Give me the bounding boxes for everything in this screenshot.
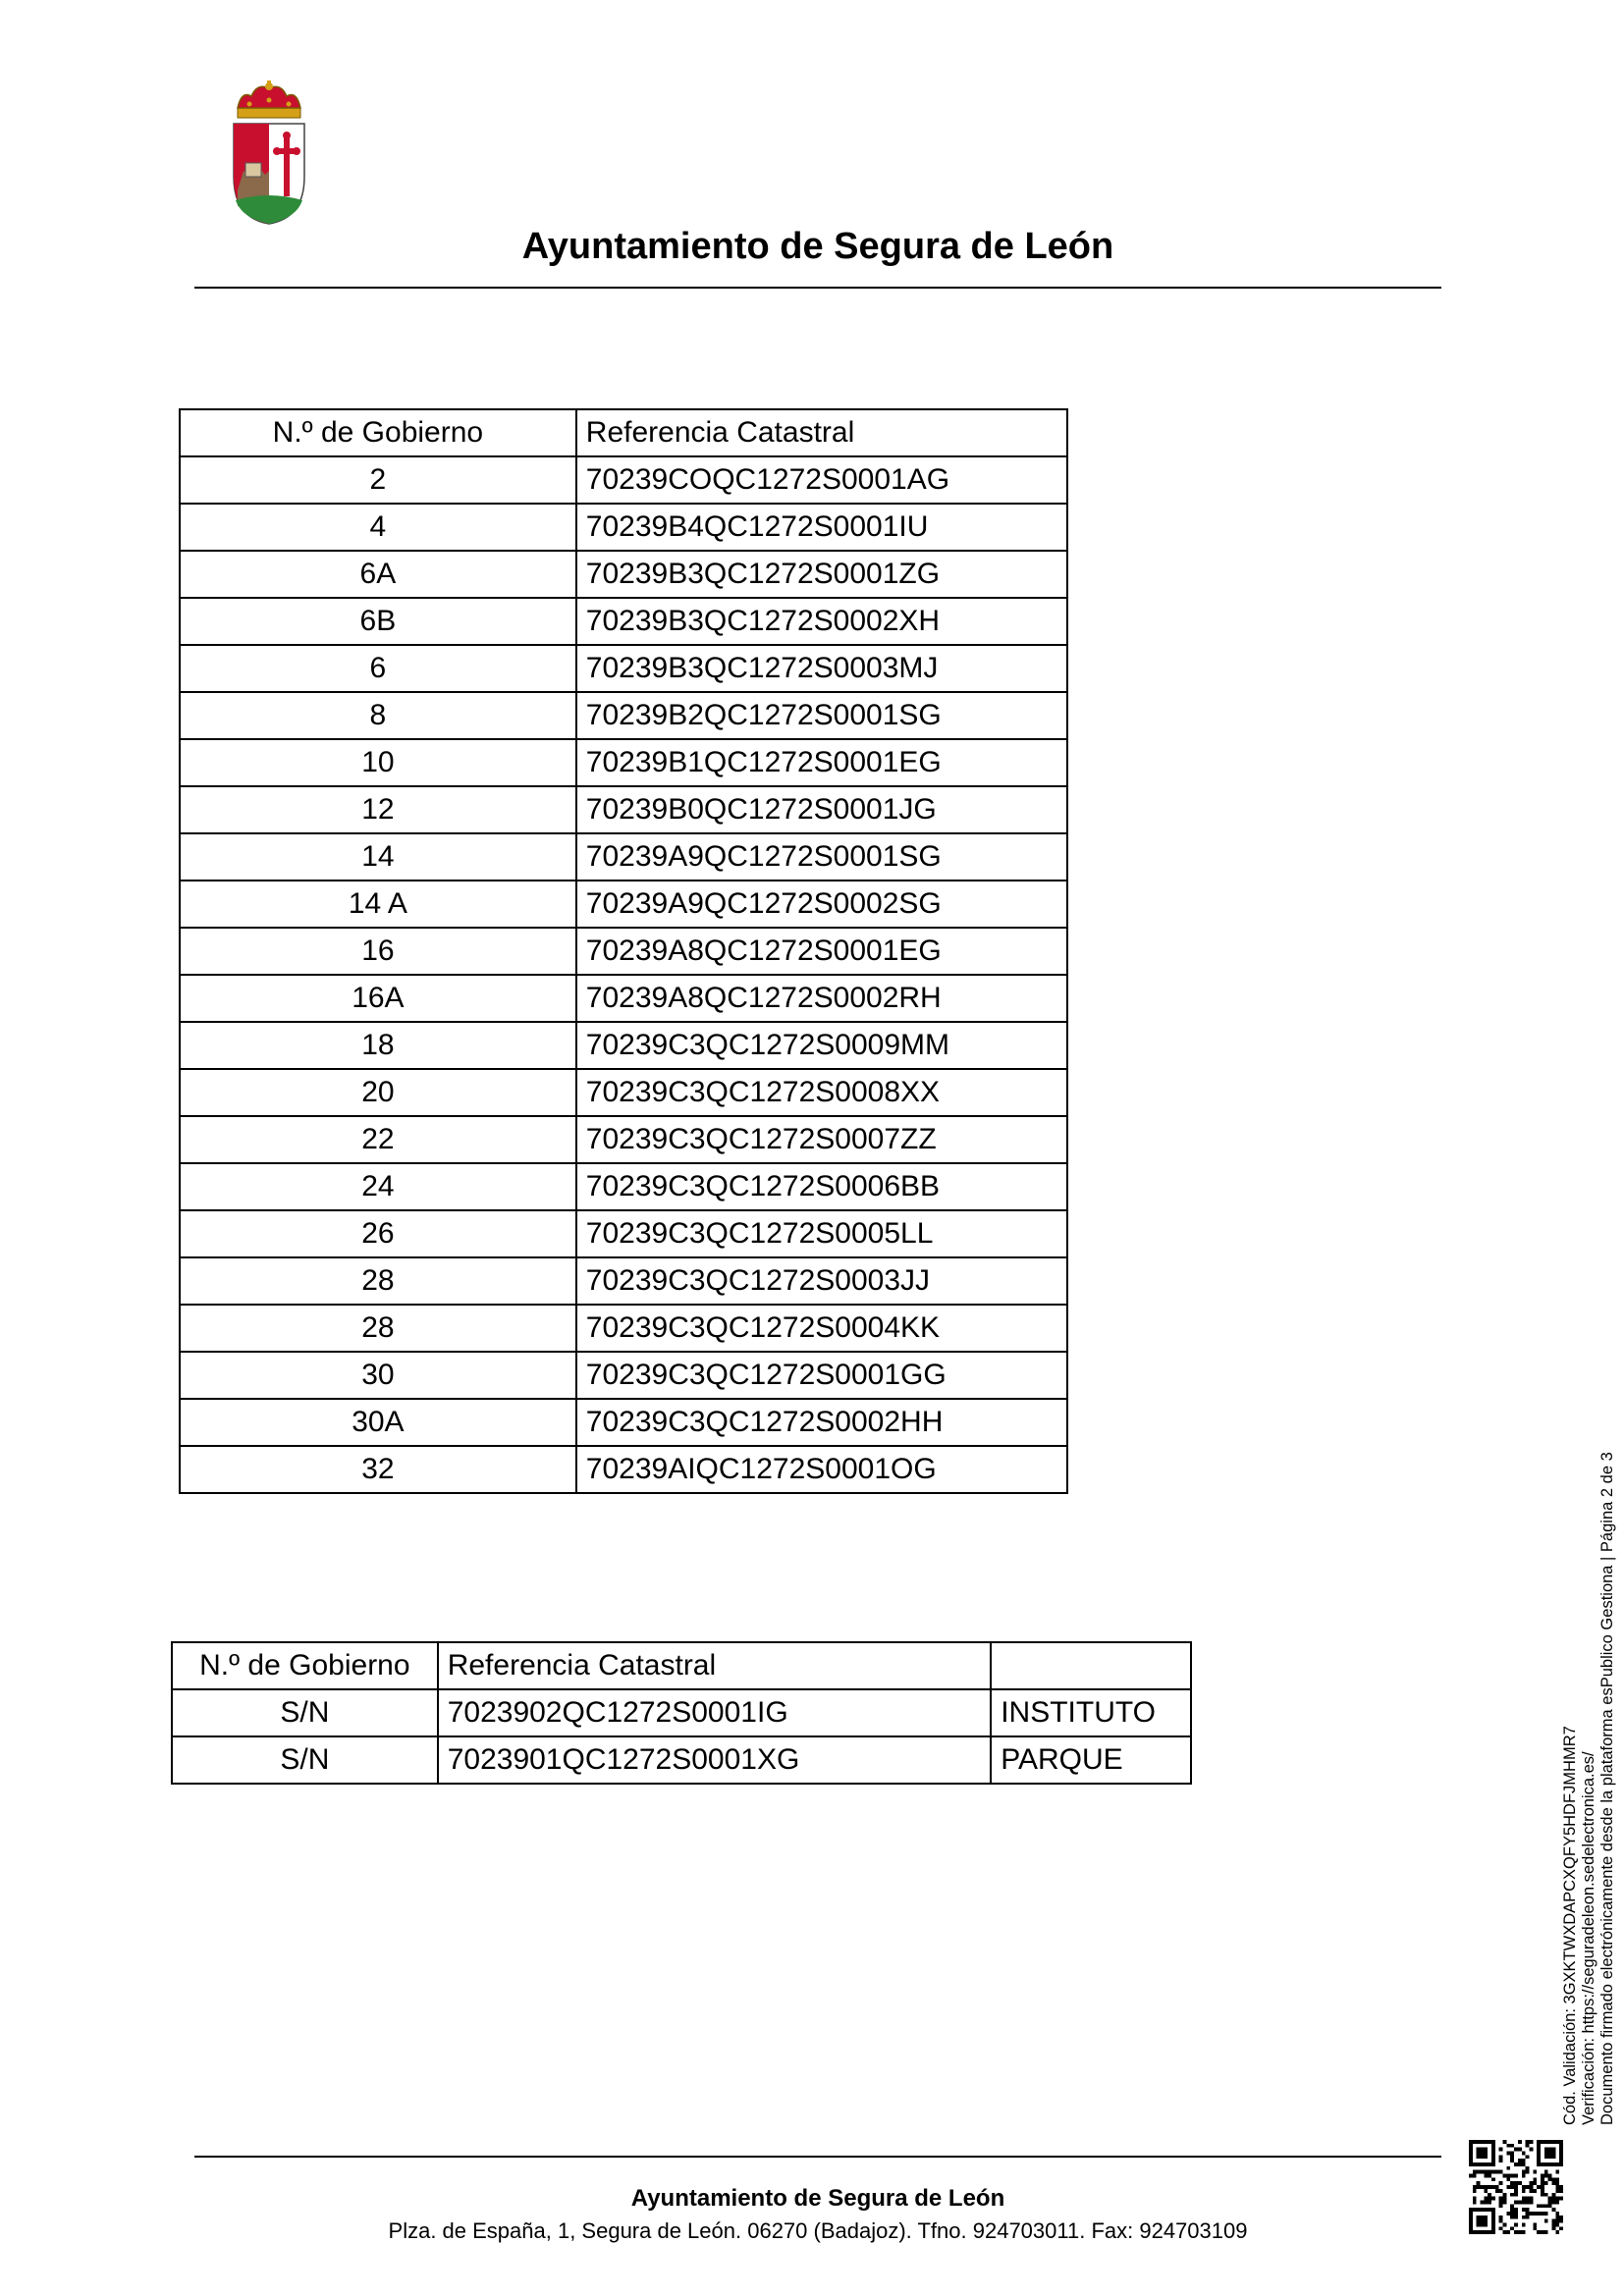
table-cell: INSTITUTO <box>991 1689 1191 1736</box>
table-cell: 70239A8QC1272S0001EG <box>576 928 1067 975</box>
table-cell: 7023901QC1272S0001XG <box>438 1736 992 1784</box>
table-cell: 70239C3QC1272S0006BB <box>576 1163 1067 1210</box>
table-cell: 8 <box>180 692 576 739</box>
table-cell: 70239B4QC1272S0001IU <box>576 504 1067 551</box>
table-header-row <box>180 409 1067 456</box>
column-header: Referencia Catastral <box>438 1642 992 1689</box>
table-cell: 70239A9QC1272S0002SG <box>576 881 1067 928</box>
footer-divider <box>194 2156 1441 2158</box>
table-cell: 18 <box>180 1022 576 1069</box>
table-row <box>180 1352 1067 1399</box>
table-cell: 28 <box>180 1305 576 1352</box>
table-cell: 70239C3QC1272S0007ZZ <box>576 1116 1067 1163</box>
coat-of-arms-icon <box>228 80 310 226</box>
footer-address: Plza. de España, 1, Segura de León. 06270 (Badajoz). Tfno. 924703011. Fax: 924703109 <box>388 2218 1248 2243</box>
table-row <box>172 1689 1191 1736</box>
cadastral-table <box>179 408 1068 1494</box>
table-cell: 22 <box>180 1116 576 1163</box>
table-cell: 7023902QC1272S0001IG <box>438 1689 992 1736</box>
table-row <box>172 1736 1191 1784</box>
table-cell: 70239C3QC1272S0005LL <box>576 1210 1067 1257</box>
table-row <box>180 645 1067 692</box>
table-row <box>180 1069 1067 1116</box>
table-cell: 16 <box>180 928 576 975</box>
table-row <box>180 1022 1067 1069</box>
validation-side-text <box>1561 1452 1617 2125</box>
table-cell: 14 <box>180 833 576 881</box>
table-row <box>180 739 1067 786</box>
table-cell: 70239A9QC1272S0001SG <box>576 833 1067 881</box>
table-row <box>180 504 1067 551</box>
table-cell: 6B <box>180 598 576 645</box>
table-cell: S/N <box>172 1736 438 1784</box>
qr-code-icon <box>1469 2140 1563 2234</box>
table-row <box>180 1163 1067 1210</box>
page-title: Ayuntamiento de Segura de León <box>521 226 1114 267</box>
table-cell: 6A <box>180 551 576 598</box>
column-header: N.º de Gobierno <box>180 409 576 456</box>
table-cell: 14 A <box>180 881 576 928</box>
signature-note: Documento firmado electrónicamente desde la plataforma esPublico Gestiona | Página 2 de 3 <box>1598 1452 1616 2125</box>
table-cell: 70239B1QC1272S0001EG <box>576 739 1067 786</box>
table-cell: 20 <box>180 1069 576 1116</box>
table-cell: 70239B3QC1272S0001ZG <box>576 551 1067 598</box>
table-cell: 12 <box>180 786 576 833</box>
table-cell: 70239B3QC1272S0003MJ <box>576 645 1067 692</box>
table-cell: S/N <box>172 1689 438 1736</box>
table-cell: 70239C3QC1272S0003JJ <box>576 1257 1067 1305</box>
table-cell: 70239C3QC1272S0004KK <box>576 1305 1067 1352</box>
table-cell: 70239C3QC1272S0001GG <box>576 1352 1067 1399</box>
table-row <box>180 551 1067 598</box>
table-cell: 24 <box>180 1163 576 1210</box>
header-divider <box>194 287 1441 289</box>
table-row <box>180 1446 1067 1493</box>
footer-title: Ayuntamiento de Segura de León <box>630 2185 1005 2212</box>
table-header-row <box>172 1642 1191 1689</box>
table-cell: 30A <box>180 1399 576 1446</box>
table-cell: 70239C3QC1272S0008XX <box>576 1069 1067 1116</box>
cadastral-table-sin-numero <box>171 1641 1192 1785</box>
table-row <box>180 786 1067 833</box>
table-cell: 26 <box>180 1210 576 1257</box>
table-cell: 70239C3QC1272S0009MM <box>576 1022 1067 1069</box>
table-cell: 70239B2QC1272S0001SG <box>576 692 1067 739</box>
table-cell: 10 <box>180 739 576 786</box>
table-cell: 70239A8QC1272S0002RH <box>576 975 1067 1022</box>
table-row <box>180 598 1067 645</box>
table-cell: 28 <box>180 1257 576 1305</box>
verification-url[interactable]: Verificación: https://seguradeleon.sedelectronica.es/ <box>1580 1751 1597 2125</box>
table-cell: 70239COQC1272S0001AG <box>576 456 1067 504</box>
column-header: Referencia Catastral <box>576 409 1067 456</box>
table-cell: 70239B0QC1272S0001JG <box>576 786 1067 833</box>
table-row <box>180 1116 1067 1163</box>
table-row <box>180 975 1067 1022</box>
table-row <box>180 881 1067 928</box>
table-cell: 70239AIQC1272S0001OG <box>576 1446 1067 1493</box>
table-cell: 70239B3QC1272S0002XH <box>576 598 1067 645</box>
table-cell: 70239C3QC1272S0002HH <box>576 1399 1067 1446</box>
column-header <box>991 1642 1191 1689</box>
table-row <box>180 1399 1067 1446</box>
column-header: N.º de Gobierno <box>172 1642 438 1689</box>
table-row <box>180 1305 1067 1352</box>
table-cell: 30 <box>180 1352 576 1399</box>
table-cell: 16A <box>180 975 576 1022</box>
table-cell: 2 <box>180 456 576 504</box>
table-cell: 4 <box>180 504 576 551</box>
validation-code: Cód. Validación: 3GXKTWXDAPCXQFY5HDFJMHMR7 <box>1561 1726 1579 2125</box>
table-row <box>180 1210 1067 1257</box>
table-row <box>180 1257 1067 1305</box>
table-row <box>180 833 1067 881</box>
table-row <box>180 456 1067 504</box>
table-row <box>180 928 1067 975</box>
table-cell: 32 <box>180 1446 576 1493</box>
table-row <box>180 692 1067 739</box>
table-cell: 6 <box>180 645 576 692</box>
table-cell: PARQUE <box>991 1736 1191 1784</box>
